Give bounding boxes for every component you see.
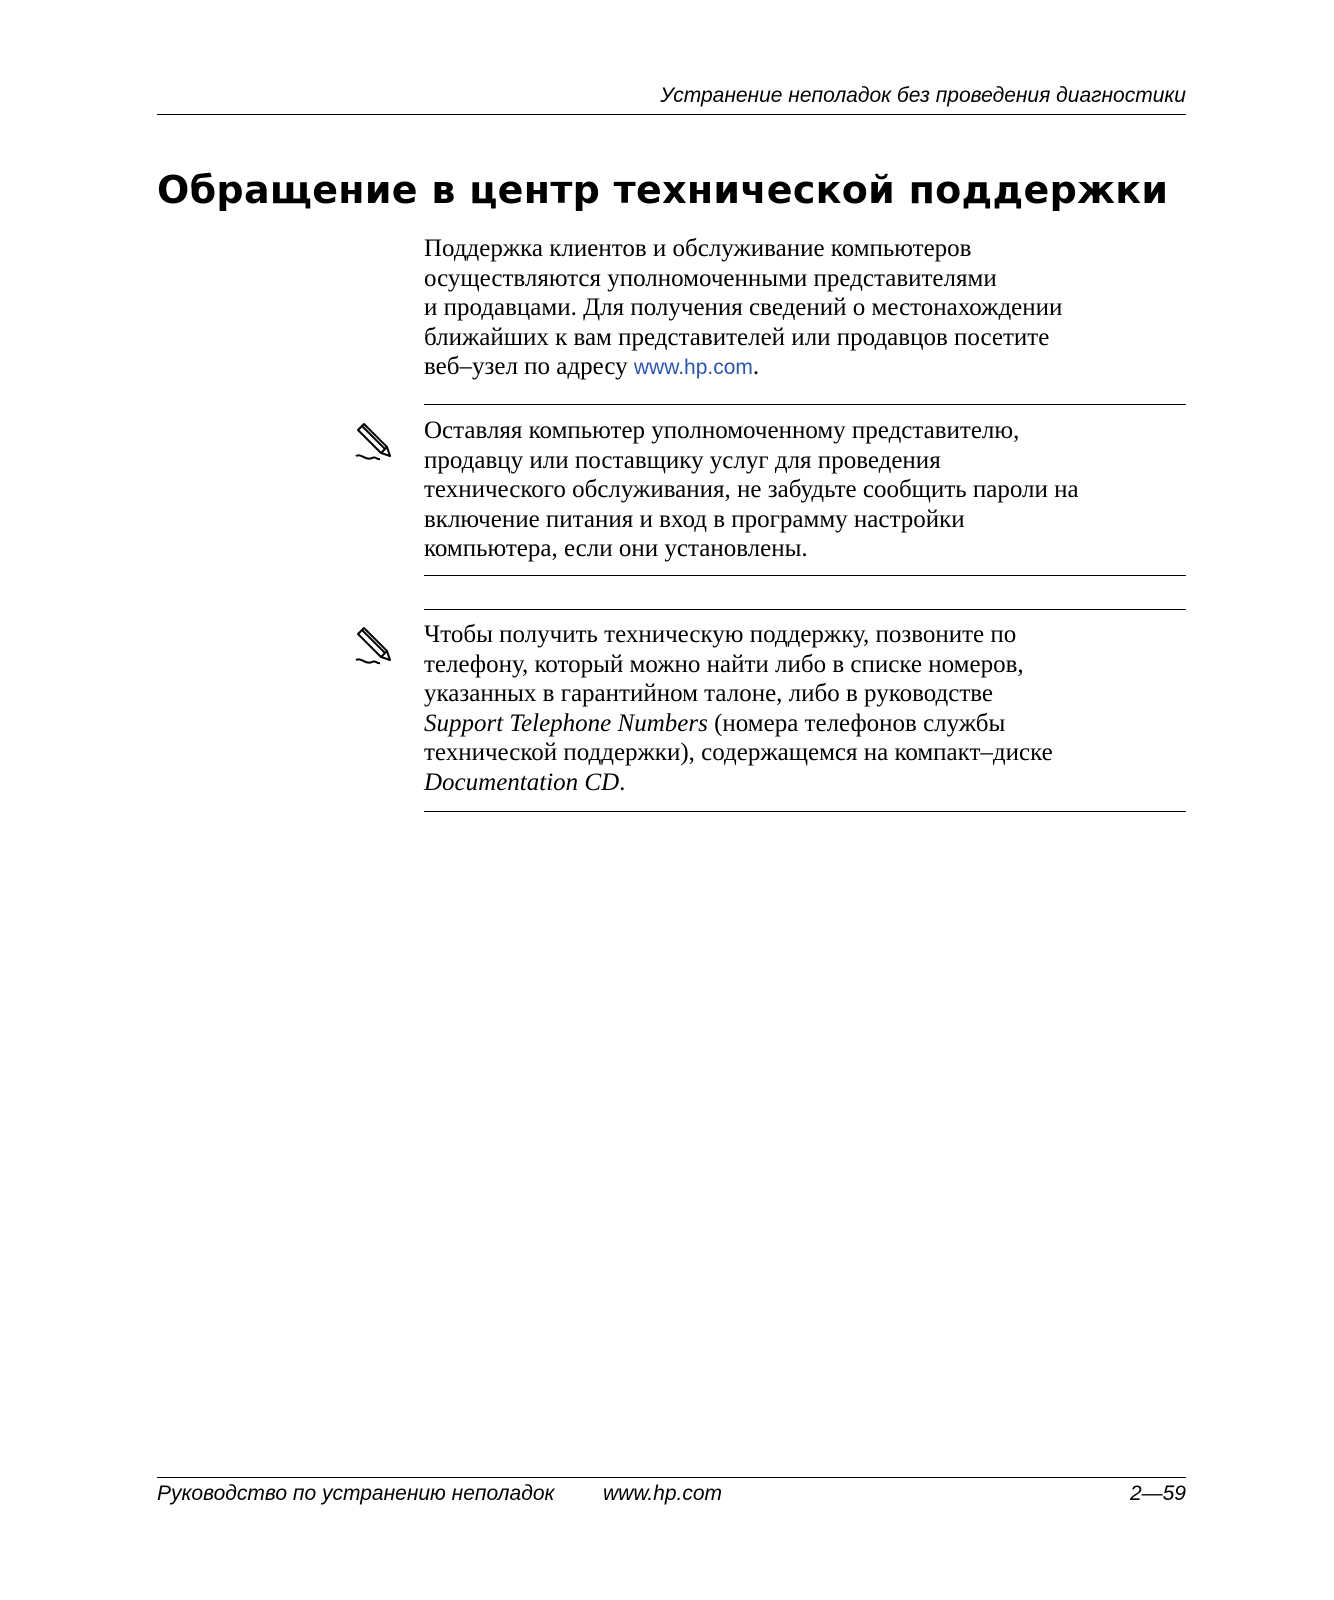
italic-title: Documentation CD (424, 768, 620, 796)
note-top-rule (424, 404, 1186, 405)
running-header: Устранение неполадок без проведения диагностики (660, 84, 1186, 107)
note-1-text (424, 416, 1189, 564)
intro-suffix: . (752, 353, 760, 381)
intro-line: осуществляются уполномоченными представителями (424, 264, 997, 292)
intro-line: Поддержка клиентов и обслуживание компьютеров (424, 235, 972, 262)
intro-line-last (424, 352, 1184, 383)
hp-website-link[interactable]: www.hp.com (633, 356, 753, 380)
italic-title: Support Telephone Numbers (424, 709, 708, 737)
note-line: технической поддержки), содержащемся на компакт–диске (424, 739, 1053, 767)
pencil-note-icon (350, 418, 398, 466)
note-top-rule (424, 609, 1186, 610)
note-2-text (424, 620, 1189, 798)
intro-line: и продавцами. Для получения сведений о местонахождении (424, 294, 1063, 322)
note-line: продавцу или поставщику услуг для проведения (424, 446, 941, 474)
note-line (424, 709, 1189, 739)
note-line: Чтобы получить техническую поддержку, позвоните по (424, 621, 1017, 648)
note-line: технического обслуживания, не забудьте сообщить пароли на (424, 476, 1079, 504)
note-line: компьютера, если они установлены. (424, 535, 808, 563)
section-title: Обращение в центр технической поддержки (157, 168, 1169, 212)
footer-manual-title: Руководство по устранению неполадок (157, 1482, 555, 1505)
intro-line: ближайших к вам представителей или продавцов посетите (424, 323, 1050, 351)
note-line-suffix: (номера телефонов службы (707, 709, 1006, 737)
note-line-suffix: . (619, 768, 626, 796)
note-bottom-rule (424, 811, 1186, 812)
intro-paragraph (424, 234, 1184, 383)
note-line: Оставляя компьютер уполномоченному представителю, (424, 417, 1020, 444)
note-line: телефону, который можно найти либо в списке номеров, (424, 650, 1024, 678)
note-line (424, 768, 1189, 798)
note-line: указанных в гарантийном талоне, либо в руководстве (424, 680, 994, 708)
header-rule (157, 114, 1186, 115)
note-bottom-rule (424, 575, 1186, 576)
footer-rule (157, 1477, 1186, 1478)
page-number: 2—59 (1129, 1482, 1186, 1505)
intro-prefix: веб–узел по адресу (424, 353, 634, 381)
footer-website: www.hp.com (603, 1482, 723, 1505)
pencil-note-icon (350, 622, 398, 670)
note-line: включение питания и вход в программу настройки (424, 505, 965, 533)
